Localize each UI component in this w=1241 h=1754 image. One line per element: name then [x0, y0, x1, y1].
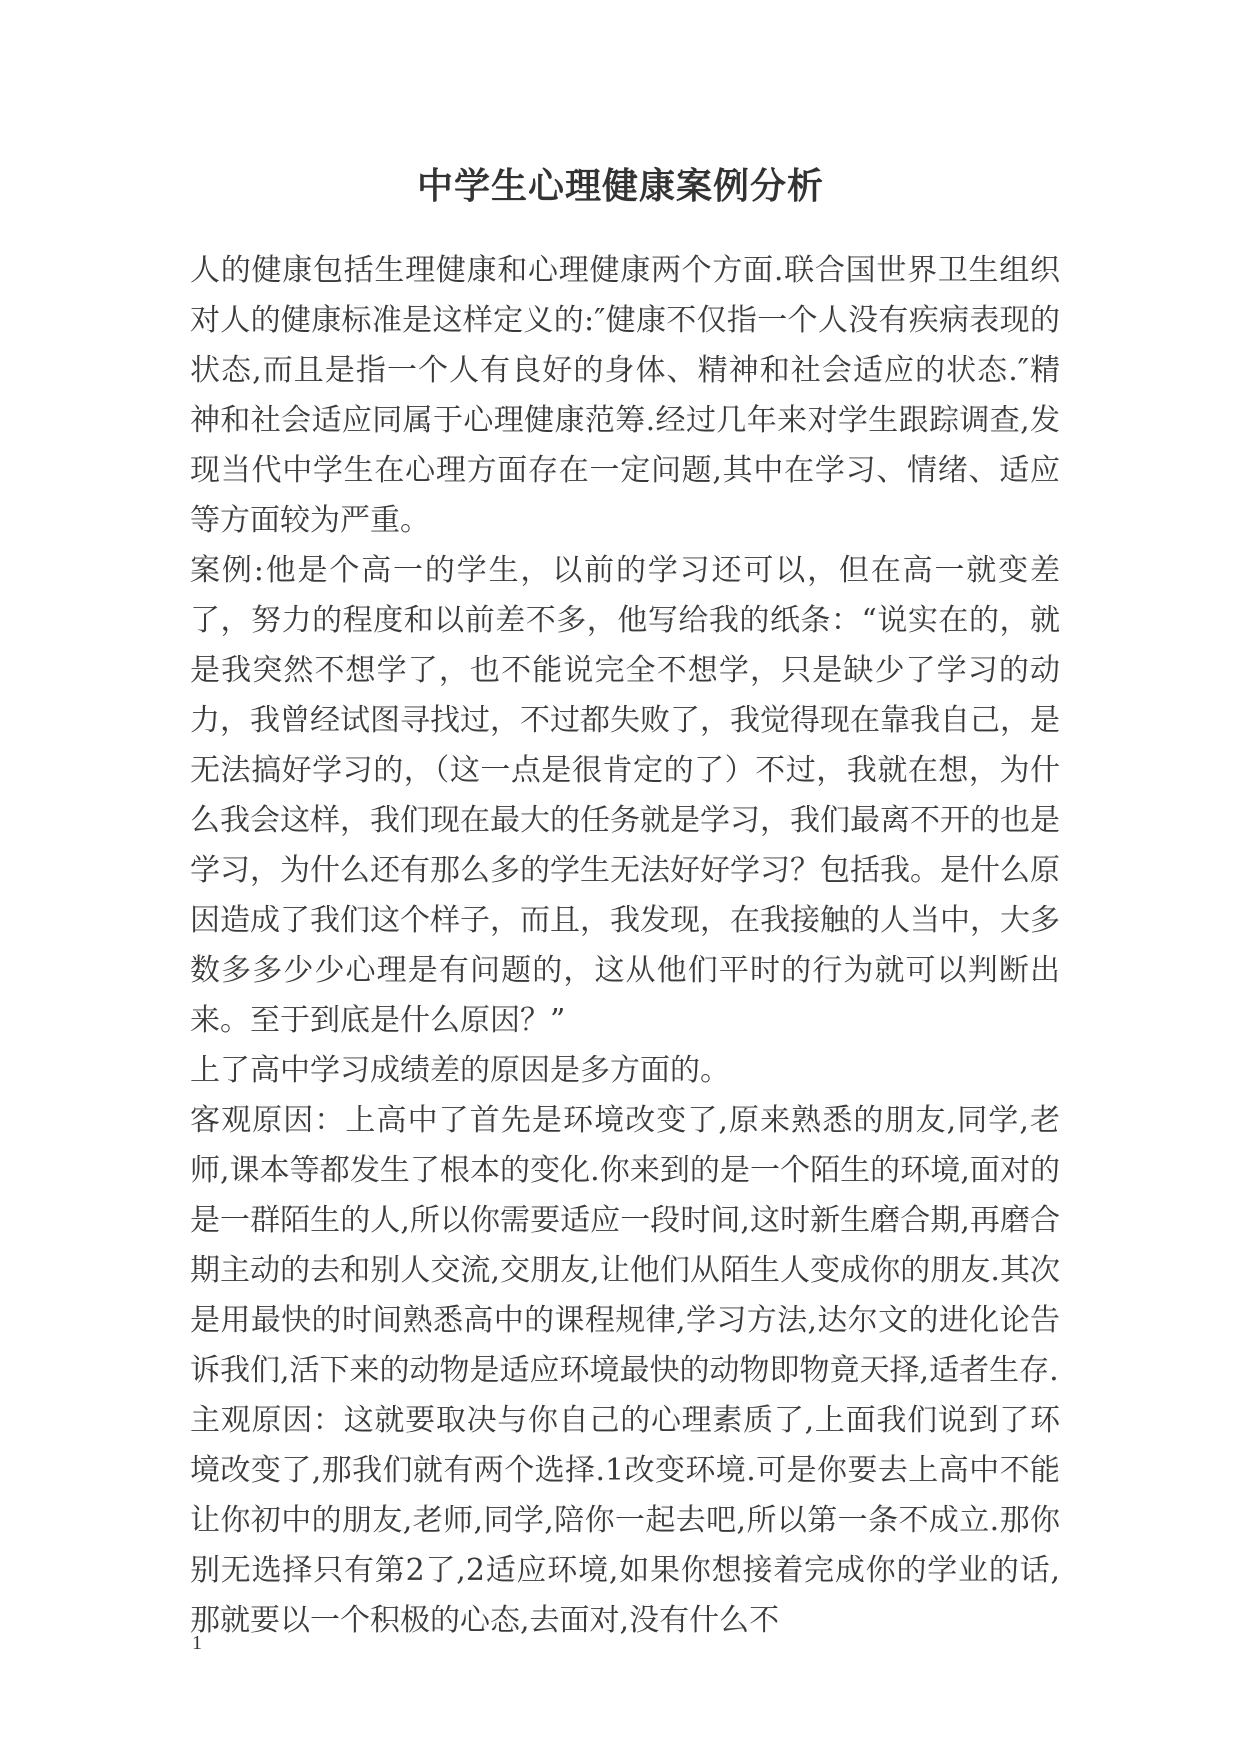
paragraph-case: 案例:他是个高一的学生，以前的学习还可以，但在高一就变差了，努力的程度和以前差不多，他写给我的纸条：“说实在的，就是我突然不想学了，也不能说完全不想学，只是缺少了学习的动力，我曾经试图寻找过，不过都失败了，我觉得现在靠我自己，是无法搞好学习的，（这一点是很肯定的了）不过，我就在想，为什么我会这样，我们现在最大的任务就是学习，我们最离不开的也是学习，为什么还有那么多的学生无法好好学习？包括我。是什么原因造成了我们这个样子，而且，我发现，在我接触的人当中，大多数多多少少心理是有问题的，这从他们平时的行为就可以判断出来。至于到底是什么原因？” [190, 553, 1060, 1038]
page-number: 1 [192, 1632, 202, 1654]
paragraph-intro: 人的健康包括生理健康和心理健康两个方面.联合国世界卫生组织对人的健康标准是这样定义的:″健康不仅指一个人没有疾病表现的状态,而且是指一个人有良好的身体、精神和社会适应的状态.″精神和社会适应同属于心理健康范筹.经过几年来对学生跟踪调查,发现当代中学生在心理方面存在一定问题,其中在学习、情绪、适应等方面较为严重。 [190, 253, 1060, 538]
paragraph-objective-reasons: 客观原因：上高中了首先是环境改变了,原来熟悉的朋友,同学,老师,课本等都发生了根本的变化.你来到的是一个陌生的环境,面对的是一群陌生的人,所以你需要适应一段时间,这时新生磨合期,再磨合期主动的去和别人交流,交朋友,让他们从陌生人变成你的朋友.其次是用最快的时间熟悉高中的课程规律,学习方法,达尔文的进化论告诉我们,活下来的动物是适应环境最快的动物即物竟天择,适者生存. [190, 1103, 1060, 1388]
document-title: 中学生心理健康案例分析 [416, 165, 824, 207]
document-body [190, 246, 1060, 1646]
paragraph-subjective-reasons: 主观原因：这就要取决与你自己的心理素质了,上面我们说到了环境改变了,那我们就有两个选择.1改变环境.可是你要去上高中不能让你初中的朋友,老师,同学,陪你一起去吧,所以第一条不成立.那你别无选择只有第2了,2适应环境,如果你想接着完成你的学业的话,那就要以一个积极的心态,去面对,没有什么不 [190, 1403, 1060, 1638]
paragraph-summary: 上了高中学习成绩差的原因是多方面的。 [190, 1053, 730, 1088]
